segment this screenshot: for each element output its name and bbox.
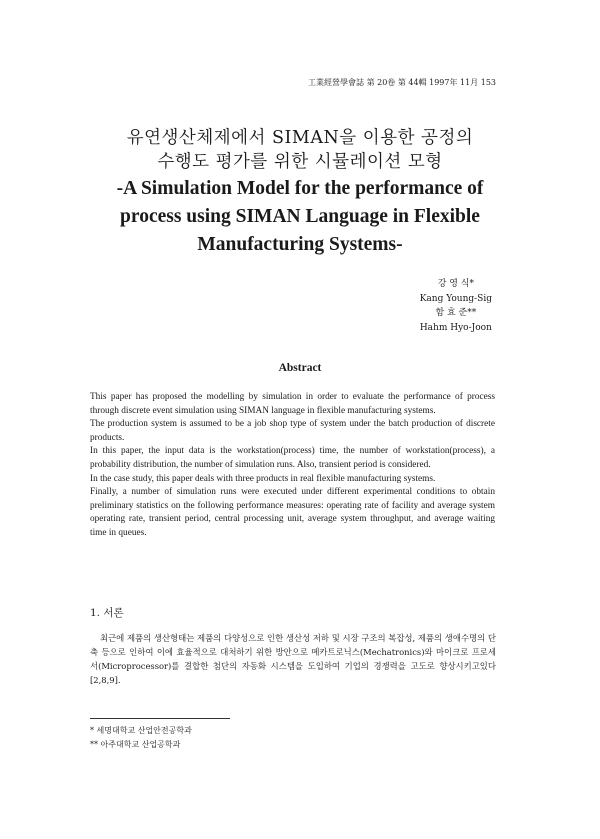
title-korean-line-2: 수행도 평가를 위한 시뮬레이션 모형 <box>157 152 443 172</box>
abstract-paragraph: In the case study, this paper deals with three products in real flexible manufacturing systems. <box>90 473 436 484</box>
title-block <box>70 126 530 258</box>
title-korean-line-1: 유연생산체제에서 SIMAN을 이용한 공정의 <box>126 128 474 148</box>
section-heading-introduction: 1. 서론 <box>90 607 124 619</box>
author-2-name-english: Hahm Hyo-Joon <box>419 322 492 333</box>
title-english-line-2: process using SIMAN Language in Flexible <box>120 206 480 227</box>
author-2-name-korean: 함 효 준** <box>435 308 477 318</box>
abstract-paragraph: The production system is assumed to be a job shop type of system under the batch production of discrete products. <box>90 419 495 443</box>
author-list <box>420 277 492 335</box>
footnote-1: * 세명대학교 산업안전공학과 <box>90 726 192 735</box>
author-1-name-english: Kang Young-Sig <box>419 293 492 304</box>
abstract-paragraph: Finally, a number of simulation runs were executed under different experimental conditions to obtain preliminary statistics on the following performance measures: operating rate of facility and average system operating rate, transient period, central processing unit, average system throughput, and average waiting time in queues. <box>90 487 495 538</box>
introduction-body <box>90 631 496 687</box>
abstract-paragraph: In this paper, the input data is the workstation(process) time, the number of workstation(process), a probability distribution, the number of simulation runs. Also, transient period is considered. <box>90 446 495 470</box>
abstract-paragraph: This paper has proposed the modelling by simulation in order to evaluate the performance of process through discrete event simulation using SIMAN language in flexible manufacturing systems. <box>90 392 495 416</box>
footnotes <box>90 724 192 752</box>
abstract-heading: Abstract <box>278 362 322 374</box>
introduction-paragraph: 최근에 제품의 생산형태는 제품의 다양성으로 인한 생산성 저하 및 시장 구조의 복잡성, 제품의 생애수명의 단축 등으로 인하여 이에 효율적으로 대처하기 위한 방안으로 메카트로닉스(Mechatronics)와 마이크로 프로세서(Microprocessor)를 결합한 첨단의 자동화 시스템을 도입하여 기업의 경쟁력을 고도로 향상시키고있다[2,8,9]. <box>90 633 496 685</box>
running-header: 工業經營學會誌 第 20卷 第 44輯 1997年 11月 153 <box>308 78 496 87</box>
author-1-name-korean: 강 영 식* <box>437 279 474 289</box>
title-english-line-3: Manufacturing Systems- <box>197 234 403 255</box>
abstract-body <box>90 391 495 541</box>
title-english-line-1: -A Simulation Model for the performance of <box>116 178 484 199</box>
footnote-2: ** 아주대학교 산업공학과 <box>90 740 181 749</box>
footnote-divider <box>90 718 230 719</box>
